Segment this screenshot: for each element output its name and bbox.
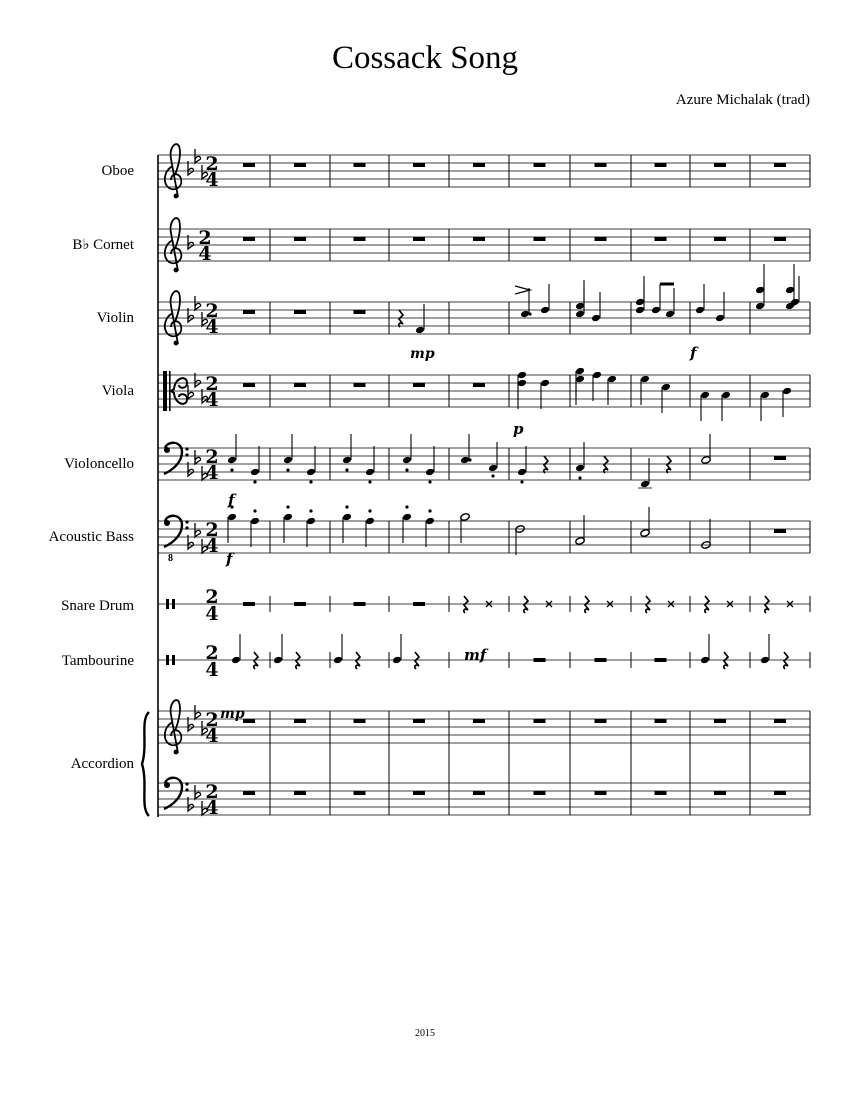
time-signature-bottom: 4 [205,535,219,557]
staccato-dot [405,468,408,471]
quarter-rest [646,596,650,613]
instrument-name-viola: Viola [101,383,134,399]
whole-rest [534,658,546,662]
staccato-dot [468,458,471,461]
whole-rest [243,163,255,167]
whole-rest [714,719,726,723]
notes [227,163,800,795]
flat-sign [195,296,201,310]
flat-sign [195,523,201,537]
accordion-brace [142,712,149,816]
whole-rest [243,719,255,723]
staccato-dot [428,480,431,483]
time-signature-bottom: 4 [205,659,219,681]
staccato-dot [428,509,431,512]
whole-rest [294,719,306,723]
whole-rest [243,602,255,606]
whole-rest [473,237,485,241]
whole-rest [413,719,425,723]
staccato-dot [368,509,371,512]
staccato-dot [368,480,371,483]
quarter-rest [667,456,671,473]
score-title: Cossack Song [331,40,519,76]
quarter-rest [765,596,769,613]
instrument-name-acoustic-bass: Acoustic Bass [48,529,134,545]
whole-rest [354,310,366,314]
whole-rest [354,237,366,241]
staccato-dot [286,505,289,508]
whole-rest [774,791,786,795]
staccato-dot [520,480,523,483]
quarter-rest [464,596,468,613]
dynamic-violin-mp: mp [410,346,435,362]
flat-sign [195,785,201,799]
staccato-dot [345,505,348,508]
whole-rest [413,163,425,167]
whole-rest [473,163,485,167]
whole-rest [413,237,425,241]
time-signature-top: 2 [198,227,212,249]
whole-rest [714,163,726,167]
whole-rest [294,310,306,314]
time-signature-top: 2 [205,519,219,541]
time-signature-top: 2 [205,781,219,803]
whole-rest [294,602,306,606]
whole-rest [413,602,425,606]
dynamic-tambourine-mf: mf [464,646,487,664]
whole-rest [294,163,306,167]
whole-rest [595,791,607,795]
staccato-dot [309,509,312,512]
whole-rest [534,237,546,241]
quarter-rest [524,596,528,613]
time-signature-top: 2 [205,153,219,175]
whole-rest [534,719,546,723]
quarter-rest [296,652,300,669]
bass-clef [164,778,189,809]
staccato-dot [309,480,312,483]
staccato-dot [405,505,408,508]
whole-rest [354,383,366,387]
whole-rest [294,791,306,795]
instrument-name-cornet: B♭ Cornet [72,237,134,253]
flat-sign [195,149,201,163]
whole-rest [354,163,366,167]
time-signature-top: 2 [205,373,219,395]
time-signature-bottom: 4 [205,462,219,484]
instrument-name-accordion: Accordion [70,756,134,772]
whole-rest [595,719,607,723]
quarter-rest [254,652,258,669]
instrument-name-snare-drum: Snare Drum [61,598,134,614]
whole-rest [534,791,546,795]
footer-year: 2015 [415,1028,435,1039]
quarter-rest [356,652,360,669]
time-signature-top: 2 [205,709,219,731]
time-signature-top: 2 [205,300,219,322]
whole-rest [655,719,667,723]
whole-rest [774,237,786,241]
dynamic-cello-f: f [228,491,235,509]
whole-rest [714,237,726,241]
whole-rest [655,791,667,795]
whole-rest [473,791,485,795]
staccato-dot [491,474,494,477]
instrument-name-violin: Violin [96,310,134,326]
whole-rest [354,719,366,723]
whole-rest [413,791,425,795]
instrument-name-tambourine: Tambourine [61,653,134,669]
whole-rest [354,602,366,606]
instrument-name-violoncello: Violoncello [64,456,134,472]
accent-mark [515,286,530,294]
instrument-name-oboe: Oboe [101,163,134,179]
quarter-rest [604,456,608,473]
whole-rest [714,791,726,795]
composer-credit: Azure Michalak (trad) [675,92,810,108]
whole-rest [595,237,607,241]
time-signature-top: 2 [205,586,219,608]
whole-rest [294,237,306,241]
whole-rest [354,791,366,795]
flat-sign [195,450,201,464]
staccato-dot [230,468,233,471]
time-signature-bottom: 4 [205,389,219,411]
time-signature-bottom: 4 [198,243,212,265]
whole-rest [473,383,485,387]
quarter-rest [705,596,709,613]
whole-rest [595,163,607,167]
staccato-dot [345,468,348,471]
dynamic-accordion-mp: mp [220,706,245,722]
time-signature-bottom: 4 [205,169,219,191]
time-signature-top: 2 [205,446,219,468]
whole-rest [655,658,667,662]
whole-rest [774,529,786,533]
whole-rest [243,383,255,387]
staccato-dot [286,468,289,471]
flat-sign [195,705,201,719]
whole-rest [595,658,607,662]
quarter-rest [724,652,728,669]
whole-rest [655,237,667,241]
whole-rest [243,237,255,241]
time-signature-bottom: 4 [205,797,219,819]
whole-rest [413,383,425,387]
octave-mark: 8 [168,553,173,564]
bass-clef [164,516,189,547]
staff-lines [158,155,810,815]
whole-rest [534,163,546,167]
staccato-dot [253,480,256,483]
time-signature-bottom: 4 [205,603,219,625]
whole-rest [774,163,786,167]
quarter-rest [585,596,589,613]
clefs [163,144,189,809]
barlines [270,155,810,815]
whole-rest [655,163,667,167]
staccato-dot [528,312,531,315]
whole-rest [243,310,255,314]
staccato-dot [578,476,581,479]
time-signature-top: 2 [205,642,219,664]
staccato-dot [253,509,256,512]
flat-sign [188,385,194,399]
quarter-rest [415,652,419,669]
time-signature-bottom: 4 [205,725,219,747]
whole-rest [774,456,786,460]
whole-rest [243,791,255,795]
bass-clef [164,443,189,474]
dynamic-bass-f: f [226,550,233,568]
dynamic-violin-f: f [690,344,697,362]
quarter-rest [784,652,788,669]
dynamic-viola-p: p [513,420,524,438]
time-signature-bottom: 4 [205,316,219,338]
quarter-rest [399,310,403,327]
whole-rest [294,383,306,387]
whole-rest [774,719,786,723]
quarter-rest [544,456,548,473]
whole-rest [473,719,485,723]
